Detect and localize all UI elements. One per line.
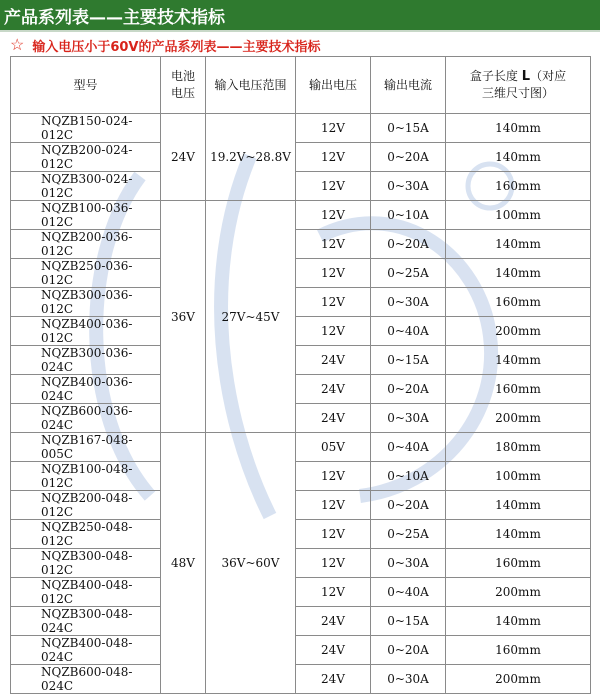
box-length-cell: 140mm: [446, 143, 591, 172]
table-row: [11, 433, 591, 462]
model-cell: NQZB300-048-024C: [11, 607, 161, 636]
input-range-cell: 36V~60V: [206, 433, 296, 694]
output-voltage-cell: 12V: [296, 201, 371, 230]
model-cell: NQZB200-048-012C: [11, 491, 161, 520]
battery-voltage-cell: 24V: [161, 114, 206, 201]
model-cell: NQZB250-036-012C: [11, 259, 161, 288]
box-length-cell: 200mm: [446, 578, 591, 607]
box-length-cell: 180mm: [446, 433, 591, 462]
star-icon: ☆: [10, 35, 25, 54]
model-cell: NQZB100-036-012C: [11, 201, 161, 230]
model-cell: NQZB300-036-012C: [11, 288, 161, 317]
table-row: [11, 346, 591, 375]
header-input-range: 输入电压范围: [206, 57, 296, 114]
output-current-cell: 0~30A: [371, 549, 446, 578]
box-length-cell: 140mm: [446, 346, 591, 375]
header-output-voltage: 输出电压: [296, 57, 371, 114]
page-header: [0, 0, 600, 32]
output-current-cell: 0~25A: [371, 259, 446, 288]
model-cell: NQZB300-036-024C: [11, 346, 161, 375]
model-cell: NQZB150-024-012C: [11, 114, 161, 143]
input-range-cell: 27V~45V: [206, 201, 296, 433]
table-row: [11, 143, 591, 172]
output-voltage-cell: 24V: [296, 607, 371, 636]
table-row: [11, 317, 591, 346]
output-voltage-cell: 12V: [296, 288, 371, 317]
box-length-cell: 160mm: [446, 172, 591, 201]
output-voltage-cell: 12V: [296, 317, 371, 346]
output-voltage-cell: 12V: [296, 549, 371, 578]
table-row: [11, 665, 591, 694]
table-row: [11, 230, 591, 259]
box-length-cell: 140mm: [446, 230, 591, 259]
output-voltage-cell: 12V: [296, 143, 371, 172]
output-current-cell: 0~20A: [371, 636, 446, 665]
model-cell: NQZB300-048-012C: [11, 549, 161, 578]
table-row: [11, 636, 591, 665]
output-current-cell: 0~15A: [371, 607, 446, 636]
table-header-row: [11, 57, 591, 114]
output-voltage-cell: 12V: [296, 259, 371, 288]
section-subtitle: [0, 34, 600, 56]
box-length-cell: 100mm: [446, 462, 591, 491]
table-row: [11, 462, 591, 491]
input-range-cell: 19.2V~28.8V: [206, 114, 296, 201]
table-body: [11, 114, 591, 694]
model-cell: NQZB400-048-024C: [11, 636, 161, 665]
box-length-cell: 140mm: [446, 520, 591, 549]
output-current-cell: 0~20A: [371, 375, 446, 404]
box-length-cell: 140mm: [446, 114, 591, 143]
table-row: [11, 578, 591, 607]
output-current-cell: 0~40A: [371, 433, 446, 462]
output-voltage-cell: 12V: [296, 578, 371, 607]
header-battery-voltage-line2: 电压: [170, 86, 195, 100]
table-row: [11, 491, 591, 520]
box-length-cell: 160mm: [446, 549, 591, 578]
spec-table: [10, 56, 591, 694]
output-voltage-cell: 12V: [296, 520, 371, 549]
box-length-cell: 160mm: [446, 375, 591, 404]
model-cell: NQZB400-048-012C: [11, 578, 161, 607]
header-model: 型号: [11, 57, 161, 114]
output-voltage-cell: 12V: [296, 462, 371, 491]
model-cell: NQZB400-036-012C: [11, 317, 161, 346]
battery-voltage-cell: 36V: [161, 201, 206, 433]
table-row: [11, 172, 591, 201]
output-current-cell: 0~30A: [371, 404, 446, 433]
header-battery-voltage-line1: 电池: [170, 69, 195, 83]
output-current-cell: 0~20A: [371, 143, 446, 172]
output-voltage-cell: 05V: [296, 433, 371, 462]
box-length-cell: 160mm: [446, 636, 591, 665]
output-current-cell: 0~40A: [371, 578, 446, 607]
output-voltage-cell: 24V: [296, 636, 371, 665]
output-current-cell: 0~10A: [371, 462, 446, 491]
box-length-cell: 100mm: [446, 201, 591, 230]
header-box-length: [446, 57, 591, 114]
box-length-cell: 200mm: [446, 665, 591, 694]
spec-table-container: [10, 56, 590, 694]
table-row: [11, 259, 591, 288]
table-row: [11, 288, 591, 317]
output-current-cell: 0~30A: [371, 172, 446, 201]
model-cell: NQZB100-048-012C: [11, 462, 161, 491]
output-current-cell: 0~30A: [371, 665, 446, 694]
page-title: 产品系列表——主要技术指标: [4, 7, 225, 28]
table-row: [11, 607, 591, 636]
box-length-cell: 140mm: [446, 491, 591, 520]
output-current-cell: 0~15A: [371, 114, 446, 143]
output-current-cell: 0~40A: [371, 317, 446, 346]
output-voltage-cell: 24V: [296, 375, 371, 404]
box-length-cell: 140mm: [446, 259, 591, 288]
output-voltage-cell: 24V: [296, 665, 371, 694]
battery-voltage-cell: 48V: [161, 433, 206, 694]
table-row: [11, 520, 591, 549]
model-cell: NQZB167-048-005C: [11, 433, 161, 462]
output-current-cell: 0~25A: [371, 520, 446, 549]
output-voltage-cell: 12V: [296, 491, 371, 520]
model-cell: NQZB400-036-024C: [11, 375, 161, 404]
output-voltage-cell: 12V: [296, 230, 371, 259]
table-row: [11, 375, 591, 404]
table-row: [11, 404, 591, 433]
output-current-cell: 0~20A: [371, 230, 446, 259]
header-box-length-suffix: （对应: [530, 69, 567, 83]
output-voltage-cell: 24V: [296, 346, 371, 375]
model-cell: NQZB600-048-024C: [11, 665, 161, 694]
model-cell: NQZB600-036-024C: [11, 404, 161, 433]
model-cell: NQZB200-024-012C: [11, 143, 161, 172]
header-box-length-letter: L: [521, 69, 531, 84]
output-current-cell: 0~10A: [371, 201, 446, 230]
output-voltage-cell: 24V: [296, 404, 371, 433]
subtitle-text: 输入电压小于60V的产品系列表——主要技术指标: [32, 39, 321, 55]
model-cell: NQZB300-024-012C: [11, 172, 161, 201]
output-current-cell: 0~15A: [371, 346, 446, 375]
model-cell: NQZB250-048-012C: [11, 520, 161, 549]
header-box-length-line2: 三维尺寸图）: [481, 86, 554, 100]
box-length-cell: 140mm: [446, 607, 591, 636]
output-current-cell: 0~30A: [371, 288, 446, 317]
output-voltage-cell: 12V: [296, 172, 371, 201]
model-cell: NQZB200-036-012C: [11, 230, 161, 259]
table-row: [11, 201, 591, 230]
output-current-cell: 0~20A: [371, 491, 446, 520]
header-output-current: 输出电流: [371, 57, 446, 114]
box-length-cell: 160mm: [446, 288, 591, 317]
output-voltage-cell: 12V: [296, 114, 371, 143]
header-battery-voltage: [161, 57, 206, 114]
box-length-cell: 200mm: [446, 317, 591, 346]
table-row: [11, 114, 591, 143]
table-row: [11, 549, 591, 578]
header-box-length-prefix: 盒子长度: [469, 69, 518, 83]
box-length-cell: 200mm: [446, 404, 591, 433]
